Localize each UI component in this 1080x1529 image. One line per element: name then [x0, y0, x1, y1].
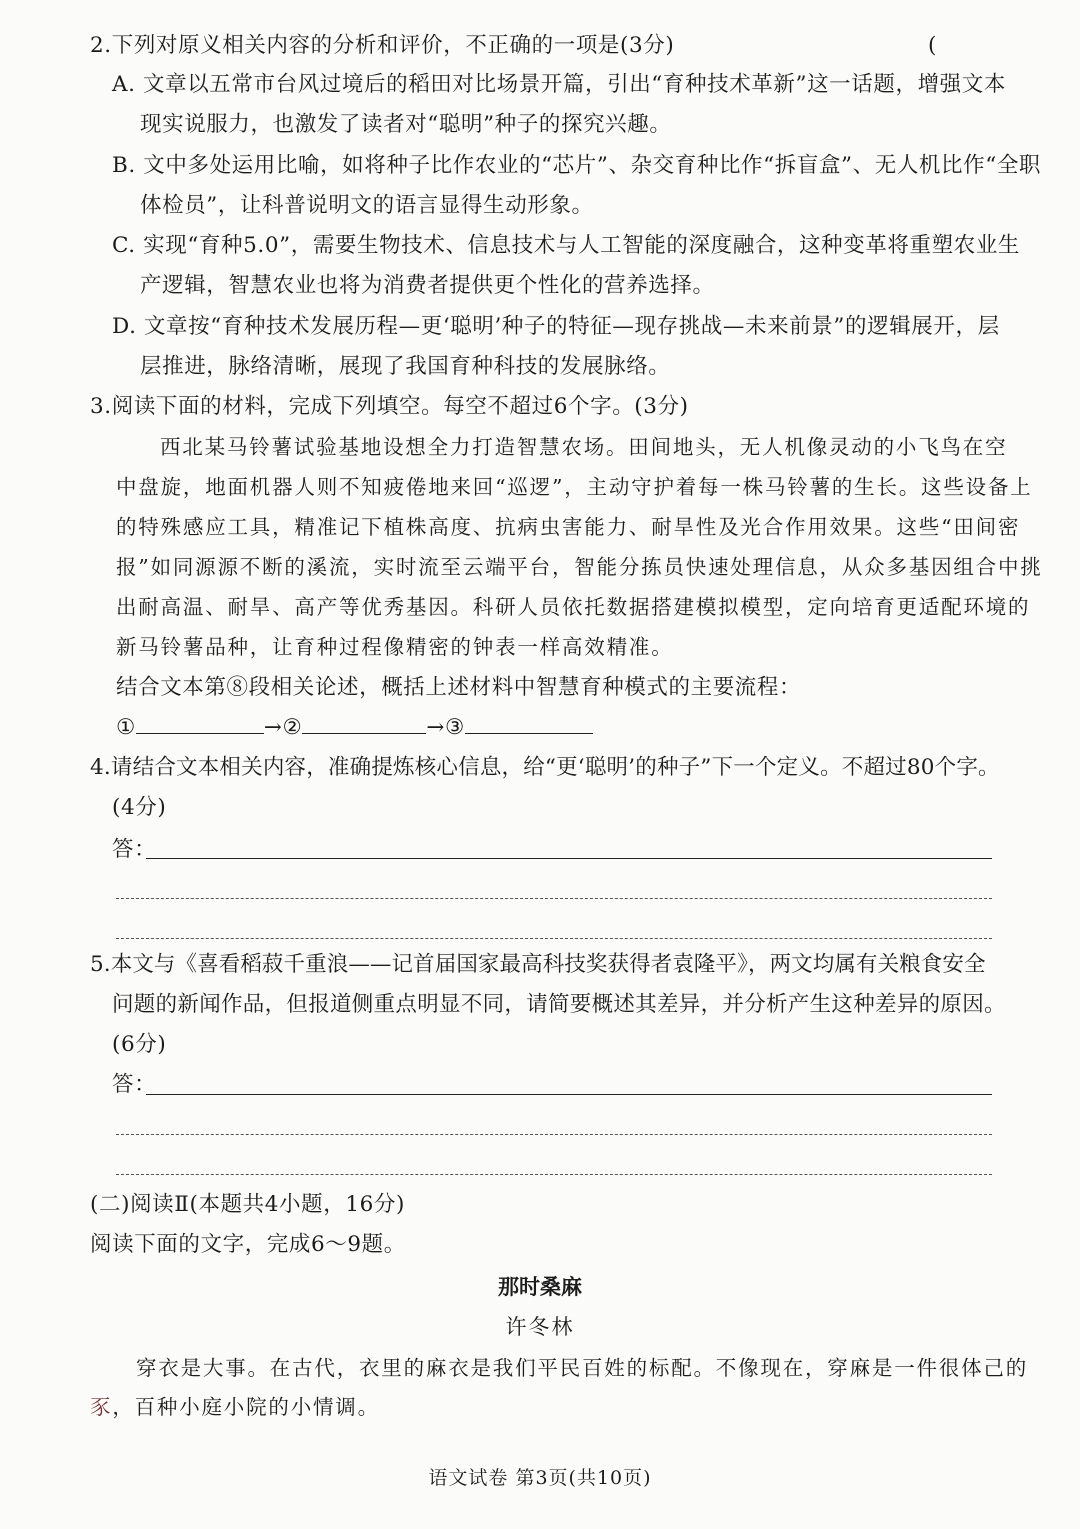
q3-blank-1[interactable] [136, 713, 264, 734]
q4-stem: 4.请结合文本相关内容，准确提炼核心信息，给“更‘聪明’的种子”下一个定义。不超过80个字。 [90, 755, 1000, 780]
q3-stem: 3.阅读下面的材料，完成下列填空。每空不超过6个字。(3分) [90, 394, 689, 419]
q2-option-b-line2: 体检员”，让科普说明文的语言显得生动形象。 [140, 193, 594, 218]
q2-stem: 2.下列对原义相关内容的分析和评价，不正确的一项是(3分) [90, 33, 675, 58]
q4-answer-line-2[interactable] [116, 898, 992, 899]
q2-answer-paren: ( [928, 33, 937, 58]
section2-instruction: 阅读下面的文字，完成6～9题。 [90, 1232, 406, 1257]
q3-blank-2[interactable] [302, 713, 426, 734]
q5-stem-line1: 5.本文与《喜看稻菽千重浪——记首届国家最高科技奖获得者袁隆平》，两文均属有关粮食安全 [90, 952, 986, 977]
q4-answer-line-1[interactable] [146, 858, 992, 859]
q2-option-b-line1: B. 文中多处运用比喻，如将种子比作农业的“芯片”、杂交育种比作“拆盲盒”、无人机比作“全职 [112, 153, 1042, 178]
q3-material-line2: 中盘旋，地面机器人则不知疲倦地来回“巡逻”，主动守护着每一株马铃薯的生长。这些设备上 [116, 475, 1033, 499]
q2-option-c-line1: C. 实现“育种5.0”，需要生物技术、信息技术与人工智能的深度融合，这种变革将重塑农业生 [112, 233, 1021, 258]
q3-blank-3[interactable] [465, 713, 593, 734]
q3-material-line6: 新马铃薯品种，让育种过程像精密的钟表一样高效精准。 [116, 635, 674, 659]
q3-blanks-row [116, 713, 593, 743]
q2-option-c-line2: 产逻辑，智慧农业也将为消费者提供更个性化的营养选择。 [140, 273, 715, 298]
q3-blank-2-label: →② [263, 715, 303, 740]
article-para1-red-char: 豕 [90, 1395, 113, 1419]
q4-answer-label: 答： [112, 837, 157, 862]
q2-option-a-line1: A. 文章以五常市台风过境后的稻田对比场景开篇，引出“育种技术革新”这一话题，增强文本 [112, 72, 1006, 97]
q5-answer-line-3[interactable] [116, 1174, 992, 1175]
article-para1-line2 [90, 1392, 380, 1422]
q3-material-line5: 出耐高温、耐旱、高产等优秀基因。科研人员依托数据搭建模拟模型，定向培育更适配环境的 [116, 595, 1031, 619]
q2-option-a-line2: 现实说服力，也激发了读者对“聪明”种子的探究兴趣。 [140, 112, 672, 137]
article-para1-line1: 穿衣是大事。在古代，衣里的麻衣是我们平民百姓的标配。不像现在，穿麻是一件很体己的 [136, 1356, 1028, 1380]
page-footer: 语文试卷 第3页(共10页) [428, 1467, 652, 1489]
q3-material-line1: 西北某马铃薯试验基地设想全力打造智慧农场。田间地头，无人机像灵动的小飞鸟在空 [160, 435, 1008, 459]
q5-answer-line-2[interactable] [116, 1134, 992, 1135]
section2-heading: (二)阅读Ⅱ(本题共4小题，16分) [90, 1192, 406, 1217]
q5-answer-line-1[interactable] [146, 1094, 992, 1095]
article-author: 许冬林 [505, 1315, 575, 1339]
q3-blank-3-label: →③ [426, 715, 465, 740]
q2-option-d-line2: 层推进，脉络清晰，展现了我国育种科技的发展脉络。 [140, 354, 671, 379]
q3-material-line3: 的特殊感应工具，精准记下植株高度、抗病虫害能力、耐旱性及光合作用效果。这些“田间密 [116, 515, 1021, 539]
q3-prompt: 结合文本第⑧段相关论述，概括上述材料中智慧育种模式的主要流程： [116, 675, 802, 700]
q3-blank-1-label: ① [116, 715, 136, 740]
q5-stem-line2: 问题的新闻作品，但报道侧重点明显不同，请简要概述其差异，并分析产生这种差异的原因。 [112, 992, 1006, 1017]
article-para1-line2-rest: ，百种小庭小院的小情调。 [112, 1395, 380, 1419]
q4-score: (4分) [112, 795, 167, 820]
article-title: 那时桑麻 [498, 1274, 582, 1299]
q5-score: (6分) [112, 1032, 167, 1057]
q5-answer-label: 答： [112, 1072, 157, 1097]
q4-answer-line-3[interactable] [116, 938, 992, 939]
q2-option-d-line1: D. 文章按“育种技术发展历程—更‘聪明’种子的特征—现存挑战—未来前景”的逻辑展开，层 [112, 314, 1000, 339]
q3-material-line4: 报”如同源源不断的溪流，实时流至云端平台，智能分拣员快速处理信息，从众多基因组合中挑 [116, 555, 1043, 579]
